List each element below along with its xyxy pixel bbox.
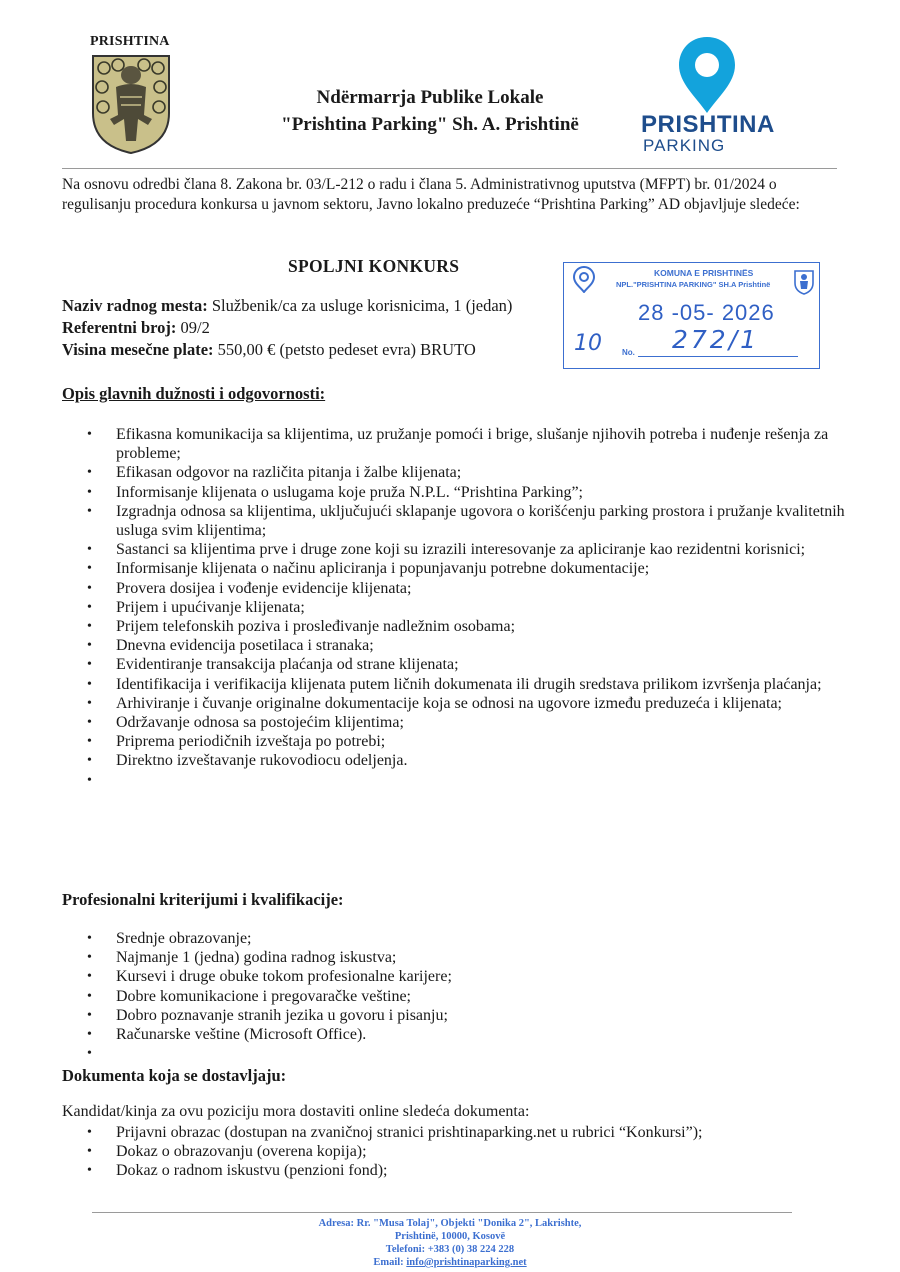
footer-contact [250, 1217, 650, 1269]
list-item: • Informisanje klijenata o načinu apliciranja i popunjavanju potrebne dokumentacije; [85, 559, 855, 578]
stamp-line-2: NPL."PRISHTINA PARKING" SH.A Prishtinë [616, 280, 771, 289]
list-item: • Održavanje odnosa sa postojećim klijentima; [85, 713, 855, 732]
stamp-handwritten-left: 10 [574, 331, 602, 356]
documents-list [85, 1123, 845, 1181]
list-item: • Srednje obrazovanje; [85, 929, 845, 948]
footer-phone: Telefoni: +383 (0) 38 224 228 [385, 1244, 515, 1255]
list-item: • Evidentiranje transakcija plaćanja od strane klijenata; [85, 655, 855, 674]
list-item: • Dokaz o obrazovanju (overena kopija); [85, 1142, 845, 1161]
duties-list [85, 425, 855, 790]
duties-heading: Opis glavnih dužnosti i odgovornosti: [62, 384, 326, 403]
position-label: Naziv radnog mesta: [62, 296, 208, 315]
header-divider [62, 168, 837, 169]
stamp-handwritten-number: 272/1 [672, 325, 760, 354]
documents-heading: Dokumenta koja se dostavljaju: [62, 1066, 287, 1085]
footer-divider [92, 1212, 792, 1213]
reference-field [62, 318, 210, 338]
reference-value: 09/2 [176, 318, 210, 337]
location-pin-logo-icon [676, 35, 738, 115]
list-item: • Dobre komunikacione i pregovaračke veštine; [85, 987, 845, 1006]
list-item: • Sastanci sa klijentima prve i druge zone koji su izrazili interesovanje za apliciranje kao rezidentni korisnici; [85, 540, 855, 559]
list-item: • Priprema periodičnih izveštaja po potrebi; [85, 732, 855, 751]
crest-stamp-icon [793, 269, 815, 295]
empty-bullet [85, 1044, 845, 1063]
list-item: • Izgradnja odnosa sa klijentima, uključujući sklapanje ugovora o korišćenju parking prostora i pružanje kvalitetnih usluga svim klijentima; [85, 502, 855, 540]
position-field [62, 296, 512, 316]
salary-label: Visina mesečne plate: [62, 340, 214, 359]
stamp-number-line [638, 356, 798, 357]
salary-field [62, 340, 476, 360]
criteria-heading: Profesionalni kriterijumi i kvalifikacije: [62, 890, 344, 909]
criteria-list [85, 929, 845, 1063]
list-item: • Dnevna evidencija posetilaca i stranaka; [85, 636, 855, 655]
city-label: PRISHTINA [90, 34, 170, 49]
list-item: • Informisanje klijenata o uslugama koje pruža N.P.L. “Prishtina Parking”; [85, 483, 855, 502]
organization-name [230, 84, 630, 138]
footer-address: Adresa: Rr. "Musa Tolaj", Objekti "Donika 2", Lakrishte, [318, 1218, 582, 1229]
list-item: • Prijem i upućivanje klijenata; [85, 598, 855, 617]
org-line-1: Ndërmarrja Publike Lokale [316, 87, 544, 108]
reference-label: Referentni broj: [62, 318, 177, 337]
list-item: • Arhiviranje i čuvanje originalne dokumentacije koja se odnosi na ugovore između preduzeća i klijenata; [85, 694, 855, 713]
documents-intro: Kandidat/kinja za ovu poziciju mora dostaviti online sledeća dokumenta: [62, 1103, 530, 1120]
footer-email-label: Email: [373, 1257, 407, 1268]
list-item: • Efikasan odgovor na različita pitanja i žalbe klijenata; [85, 463, 855, 482]
salary-value: 550,00 € (petsto pedeset evra) BRUTO [213, 340, 476, 359]
registry-stamp [563, 262, 820, 369]
stamp-date: 28 -05- 2026 [638, 300, 775, 325]
footer-email-row [250, 1256, 650, 1269]
list-item: • Prijem telefonskih poziva i prosleđivanje nadležnim osobama; [85, 617, 855, 636]
footer-email-link[interactable]: info@prishtinaparking.net [406, 1257, 527, 1268]
brand-name: PRISHTINA [641, 111, 775, 138]
intro-paragraph: Na osnovu odredbi člana 8. Zakona br. 03/L-212 o radu i člana 5. Administrativnog uputstva (MFPT) br. 01/2024 o regulisanju procedura konkursa u javnom sektoru, Javno lokalno preduzeće “Prishtina Parking” AD objavljuje sledeće: [62, 176, 800, 213]
pin-stamp-icon [570, 265, 598, 293]
position-value: Službenik/ca za usluge korisnicima, 1 (jedan) [207, 296, 513, 315]
empty-bullet [85, 771, 855, 790]
list-item: • Najmanje 1 (jedna) godina radnog iskustva; [85, 948, 845, 967]
list-item: • Direktno izveštavanje rukovodiocu odeljenja. [85, 751, 855, 770]
list-item: • Efikasna komunikacija sa klijentima, uz pružanje pomoći i brige, slušanje njihovih potreba i nuđenje rešenja za probleme; [85, 425, 855, 463]
stamp-no-label: No. [622, 348, 635, 357]
org-line-2: "Prishtina Parking" Sh. A. Prishtinë [281, 114, 579, 135]
list-item: • Prijavni obrazac (dostupan na zvaničnoj stranici prishtinaparking.net u rubrici “Konkursi”); [85, 1123, 845, 1142]
stamp-line-1: KOMUNA E PRISHTINËS [654, 268, 754, 278]
prishtina-crest-logo [90, 53, 172, 155]
list-item: • Dokaz o radnom iskustvu (penzioni fond); [85, 1161, 845, 1180]
list-item: • Računarske veštine (Microsoft Office). [85, 1025, 845, 1044]
footer-city: Prishtinë, 10000, Kosovë [394, 1231, 506, 1242]
list-item: • Kursevi i druge obuke tokom profesionalne karijere; [85, 967, 845, 986]
list-item: • Dobro poznavanje stranih jezika u govoru i pisanju; [85, 1006, 845, 1025]
list-item: • Identifikacija i verifikacija klijenata putem ličnih dokumenata ili drugih sredstava prilikom izvršenja plaćanja; [85, 675, 855, 694]
page-title: SPOLJNI KONKURS [288, 256, 460, 276]
brand-subtitle: PARKING [643, 136, 726, 155]
list-item: • Provera dosijea i vođenje evidencije klijenata; [85, 579, 855, 598]
